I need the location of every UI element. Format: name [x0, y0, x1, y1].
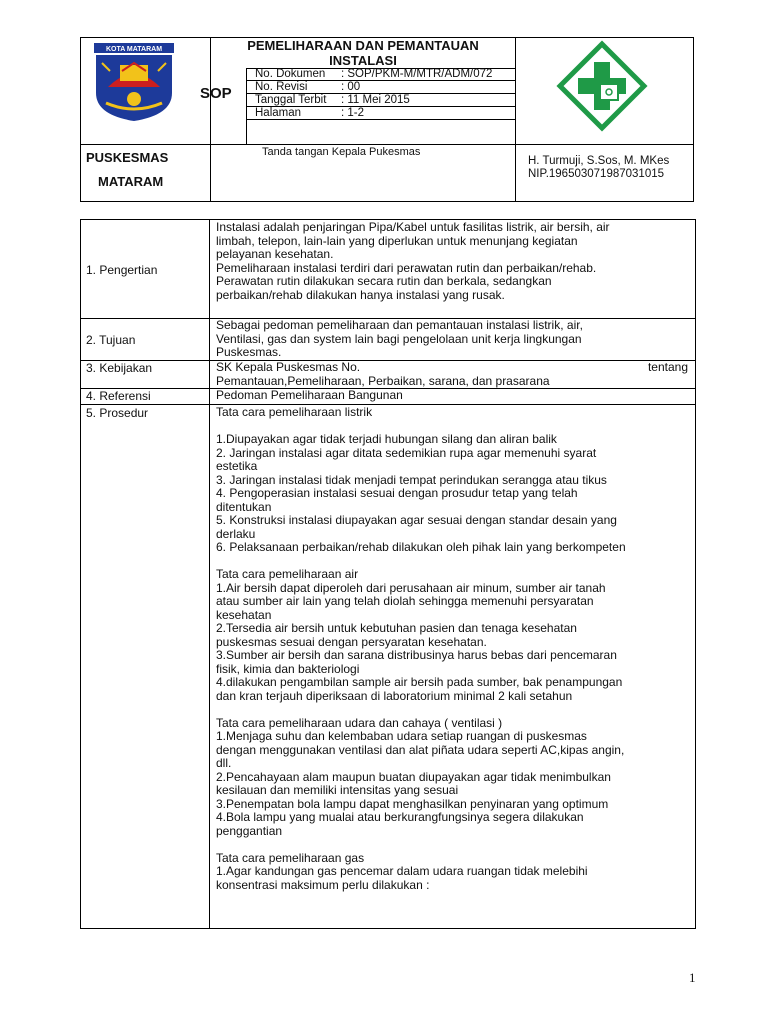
text-line: Perawatan rutin dilakukan secara rutin dan berkala, sedangkan [216, 274, 552, 288]
meta-row [255, 94, 410, 106]
section-text-pengertian [216, 221, 688, 302]
text-line: 5. Konstruksi instalasi diupayakan agar sesuai dengan standar desain yang [216, 513, 617, 527]
text-line: perbaikan/rehab dilakukan hanya instalasi yang rusak. [216, 287, 505, 302]
meta-value: : 00 [341, 81, 361, 93]
puskesmas-logo-icon [556, 40, 648, 132]
text-line: Ventilasi, gas dan system lain bagi pengelolaan unit kerja lingkungan [216, 331, 582, 346]
text-line: 1.Agar kandungan gas pencemar dalam udara ruangan tidak melebihi [216, 864, 588, 878]
section-text-referensi: Pedoman Pemeliharaan Bangunan [216, 388, 403, 402]
text-line-right: tentang [647, 360, 688, 374]
text-line: kesilauan dan memiliki intensitas yang sesuai [216, 783, 459, 797]
section-label-kebijakan: 3. Kebijakan [86, 361, 153, 375]
meta-value: : 11 Mei 2015 [341, 94, 410, 106]
text-line: 1.Menjaga suhu dan kelembaban udara setiap ruangan di puskesmas [216, 729, 587, 743]
org-name: MATARAM [98, 174, 164, 189]
text-line: Sebagai pedoman pemeliharaan dan pemantauan instalasi listrik, air, [216, 318, 583, 332]
text-line: konsentrasi maksimum perlu dilakukan : [216, 877, 430, 892]
header-divider [515, 37, 516, 202]
text-line: Tata cara pemeliharaan udara dan cahaya ( ventilasi ) [216, 715, 503, 730]
meta-row [255, 107, 364, 119]
meta-key: No. Revisi [255, 81, 308, 93]
text-line: puskesmas sesuai dengan persyaratan kesehatan. [216, 634, 487, 649]
text-line: Pemantauan,Pemeliharaan, Perbaikan, sarana, dan prasarana [216, 373, 550, 388]
section-label-prosedur: 5. Prosedur [86, 406, 149, 420]
title-line: PEMELIHARAAN DAN PEMANTAUAN [247, 38, 479, 53]
document-title [211, 38, 515, 68]
text-line: 2.Tersedia air bersih untuk kebutuhan pasien dan tenaga kesehatan [216, 621, 577, 635]
text-line: ditentukan [216, 499, 272, 514]
section-label-pengertian: 1. Pengertian [86, 263, 158, 277]
text-line: 4.dilakukan pengambilan sample air bersih pada sumber, bak penampungan [216, 675, 623, 689]
text-line-left: SK Kepala Puskesmas No. [216, 360, 361, 374]
text-line: 2.Pencahayaan alam maupun buatan diupayakan agar tidak menimbulkan [216, 769, 611, 784]
org-name: PUSKESMAS [86, 150, 169, 165]
meta-value: : 1-2 [341, 107, 365, 119]
text-line: Tata cara pemeliharaan listrik [216, 405, 373, 419]
text-line: dan kran terjauh diperiksaan di laboratorium minimal 2 kali setahun [216, 688, 573, 703]
text-line: 1.Air bersih dapat diperoleh dari perusahaan air minum, sumber air tanah [216, 580, 606, 595]
section-label-referensi: 4. Referensi [86, 389, 151, 403]
text-line: estetika [216, 459, 258, 473]
text-line: 3.Penempatan bola lampu dapat menghasilkan penyinaran yang optimum [216, 796, 609, 811]
section-text-prosedur [216, 406, 688, 892]
text-line: dll. [216, 756, 232, 770]
content-divider [209, 219, 210, 929]
page-number: 1 [689, 970, 696, 985]
text-line: Pemeliharaan instalasi terdiri dari perawatan rutin dan perbaikan/rehab. [216, 260, 597, 275]
text-line: 3.Sumber air bersih dan sarana distribusinya harus bebas dari pencemaran [216, 648, 617, 662]
text-line: 2. Jaringan instalasi agar ditata sedemikian rupa agar memenuhi syarat [216, 445, 597, 460]
text-line: atau sumber air lain yang telah diolah sehingga memenuhi persyaratan [216, 594, 594, 608]
text-line [216, 361, 688, 375]
title-line: INSTALASI [329, 53, 397, 68]
text-line: kesehatan [216, 607, 272, 622]
text-line: 6. Pelaksanaan perbaikan/rehab dilakukan oleh pihak lain yang berkompeten [216, 540, 626, 554]
text-line: derlaku [216, 526, 256, 541]
section-text-kebijakan [216, 361, 688, 388]
meta-row [255, 68, 492, 80]
signatory-nip: NIP.196503071987031015 [528, 168, 665, 180]
section-label-tujuan: 2. Tujuan [86, 333, 136, 347]
sop-label: SOP [200, 85, 232, 102]
text-line: 1.Diupayakan agar tidak terjadi hubungan silang dan aliran balik [216, 432, 557, 446]
text-line: 3. Jaringan instalasi tidak menjadi tempat perindukan serangga atau tikus [216, 472, 607, 487]
signatory-name: H. Turmuji, S.Sos, M. MKes [528, 155, 670, 167]
meta-key: Tanggal Terbit [255, 94, 327, 106]
text-line: 4.Bola lampu yang mualai atau berkurangfungsinya segera dilakukan [216, 810, 584, 824]
text-line: dengan menggunakan ventilasi dan alat piñata udara seperti AC,kipas angin, [216, 742, 625, 757]
text-line: fisik, kimia dan bakteriologi [216, 661, 360, 676]
meta-row [255, 81, 360, 93]
meta-key: No. Dokumen [255, 68, 326, 80]
text-line: pelayanan kesehatan. [216, 247, 334, 261]
kota-mataram-emblem [92, 41, 176, 123]
meta-value: : SOP/PKM-M/MTR/ADM/072 [341, 68, 493, 80]
section-text-tujuan [216, 319, 688, 360]
text-line: 4. Pengoperasian instalasi sesuai dengan prosudur tetap yang telah [216, 486, 578, 500]
meta-key: Halaman [255, 107, 302, 119]
header-divider [246, 119, 515, 120]
text-line: Instalasi adalah penjaringan Pipa/Kabel untuk fasilitas listrik, air bersih, air [216, 220, 610, 234]
content-divider [80, 404, 696, 405]
text-line: penggantian [216, 823, 283, 838]
signature-label: Tanda tangan Kepala Pukesmas [262, 146, 421, 158]
text-line: Puskesmas. [216, 345, 282, 359]
text-line: Tata cara pemeliharaan air [216, 567, 359, 581]
text-line: Tata cara pemeliharaan gas [216, 850, 365, 865]
header-divider [80, 144, 694, 145]
text-line: limbah, telepon, lain-lain yang diperlukan untuk menunjang kegiatan [216, 233, 578, 248]
emblem-label: KOTA MATARAM [105, 46, 163, 53]
